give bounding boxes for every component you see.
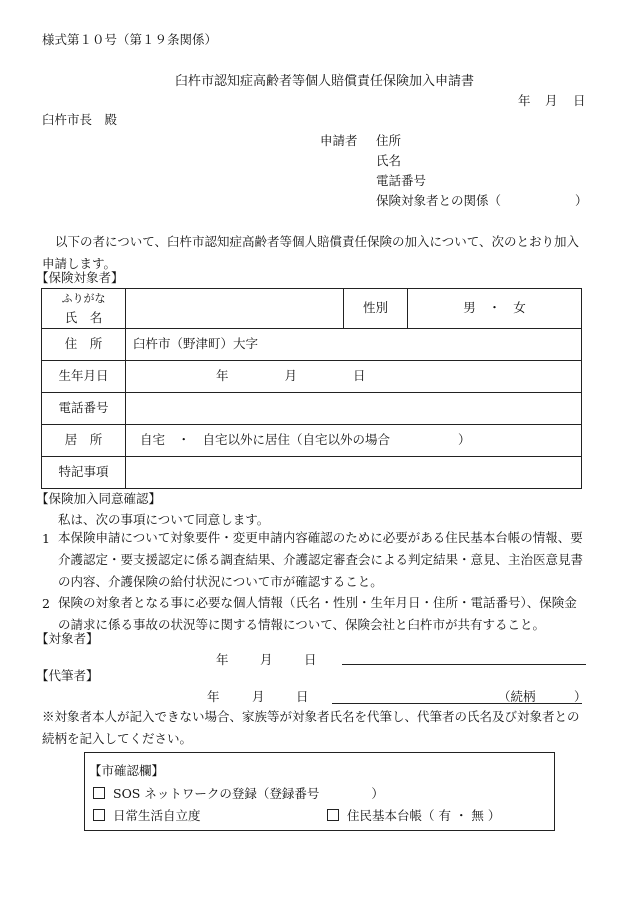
residence-close: ） <box>458 432 471 448</box>
consent-item1: 本保険申請について対象要件・変更申請内容確認のために必要がある住民基本台帳の情報、要介護認定・要支援認定に係る調査結果、介護認定審査会による判定結果・意見、主治医意見書の内容、介護保険の給付状況について市が確認すること。 <box>58 530 584 589</box>
birth-day: 日 <box>353 368 366 384</box>
applicant-name-field[interactable]: 氏名 <box>376 153 402 168</box>
subject-heading: 【対象者】 <box>36 631 99 646</box>
date-month[interactable]: 月 <box>545 93 558 108</box>
subject-month: 月 <box>260 652 273 667</box>
phone-field[interactable] <box>126 393 582 425</box>
target-heading: 【保険対象者】 <box>36 270 124 285</box>
notes-field[interactable] <box>126 457 582 489</box>
sos-checkbox[interactable] <box>93 787 105 799</box>
sos-row <box>93 787 384 801</box>
resident-label: 住民基本台帳（ 有 ・ 無 ） <box>347 808 501 823</box>
birth-month: 月 <box>284 368 298 384</box>
address-field[interactable] <box>126 329 582 361</box>
birthdate-field[interactable] <box>126 361 582 393</box>
consent-heading: 【保険加入同意確認】 <box>36 491 162 506</box>
applicant-address-field[interactable]: 住所 <box>376 133 402 148</box>
consent-lead: 私は、次の事項について同意します。 <box>58 512 270 527</box>
independence-row <box>93 809 201 823</box>
form-number: 様式第１０号（第１９条関係） <box>42 32 218 47</box>
consent-item2: 保険の対象者となる事に必要な個人情報（氏名・性別・生年月日・住所・電話番号）、保険金の請求に係る事故の状況等に関する情報について、保険会社と臼杵市が共有すること。 <box>58 595 577 632</box>
notes-label: 特記事項 <box>42 457 126 489</box>
residence-field[interactable] <box>126 425 582 457</box>
applicant-phone-field[interactable]: 電話番号 <box>376 173 427 188</box>
address-label: 住 所 <box>42 329 126 361</box>
sos-label: SOS ネットワークの登録（登録番号 <box>113 786 320 801</box>
subject-day: 日 <box>304 652 317 667</box>
proxy-month: 月 <box>252 689 265 704</box>
independence-checkbox[interactable] <box>93 809 105 821</box>
proxy-relation-close: ） <box>574 689 587 704</box>
proxy-year: 年 <box>207 689 220 704</box>
proxy-heading: 【代筆者】 <box>36 668 99 683</box>
date-day[interactable]: 日 <box>573 93 586 108</box>
addressee: 臼杵市長 殿 <box>42 112 118 127</box>
consent-item2-number: 2 <box>42 596 50 611</box>
name-label: 氏 名 <box>64 309 103 325</box>
birthdate-label: 生年月日 <box>42 361 126 393</box>
independence-label: 日常生活自立度 <box>113 808 201 823</box>
proxy-note: ※対象者本人が記入できない場合、家族等が対象者氏名を代筆し、代筆者の氏名及び対象者との続柄を記入してください。 <box>42 709 580 746</box>
form-title: 臼杵市認知症高齢者等個人賠償責任保険加入申請書 <box>175 74 475 89</box>
residence-label: 居 所 <box>42 425 126 457</box>
gender-options[interactable]: 男 ・ 女 <box>408 289 582 329</box>
applicant-relation-close: ） <box>575 193 588 208</box>
applicant-relation-field[interactable]: 保険対象者との関係（ <box>376 193 502 208</box>
proxy-signature-line[interactable] <box>332 703 582 704</box>
name-field[interactable] <box>126 289 344 329</box>
consent-item1-number: 1 <box>42 531 50 546</box>
proxy-day: 日 <box>296 689 309 704</box>
address-prefix: 臼杵市（野津町）大字 <box>133 336 259 352</box>
resident-row <box>327 809 500 823</box>
intro-text: 以下の者について、臼杵市認知症高齢者等個人賠償責任保険の加入について、次のとおり加入申請します。 <box>42 234 580 271</box>
phone-label: 電話番号 <box>42 393 126 425</box>
residence-options: 自宅 ・ 自宅以外に居住（自宅以外の場合 <box>140 432 391 448</box>
subject-year: 年 <box>216 652 229 667</box>
gender-label: 性別 <box>344 289 408 329</box>
birth-year: 年 <box>216 368 229 384</box>
applicant-label: 申請者 <box>320 133 358 148</box>
city-confirmation-box <box>84 752 555 831</box>
date-year[interactable]: 年 <box>518 93 531 108</box>
sos-close: ） <box>371 786 384 801</box>
furigana-label: ふりがな <box>61 291 106 305</box>
name-label-cell <box>42 289 126 329</box>
resident-checkbox[interactable] <box>327 809 339 821</box>
subject-signature-line[interactable] <box>342 664 586 665</box>
proxy-relation-label: （続柄 <box>498 689 536 704</box>
city-box-heading: 【市確認欄】 <box>89 763 165 778</box>
target-person-table <box>41 288 582 489</box>
